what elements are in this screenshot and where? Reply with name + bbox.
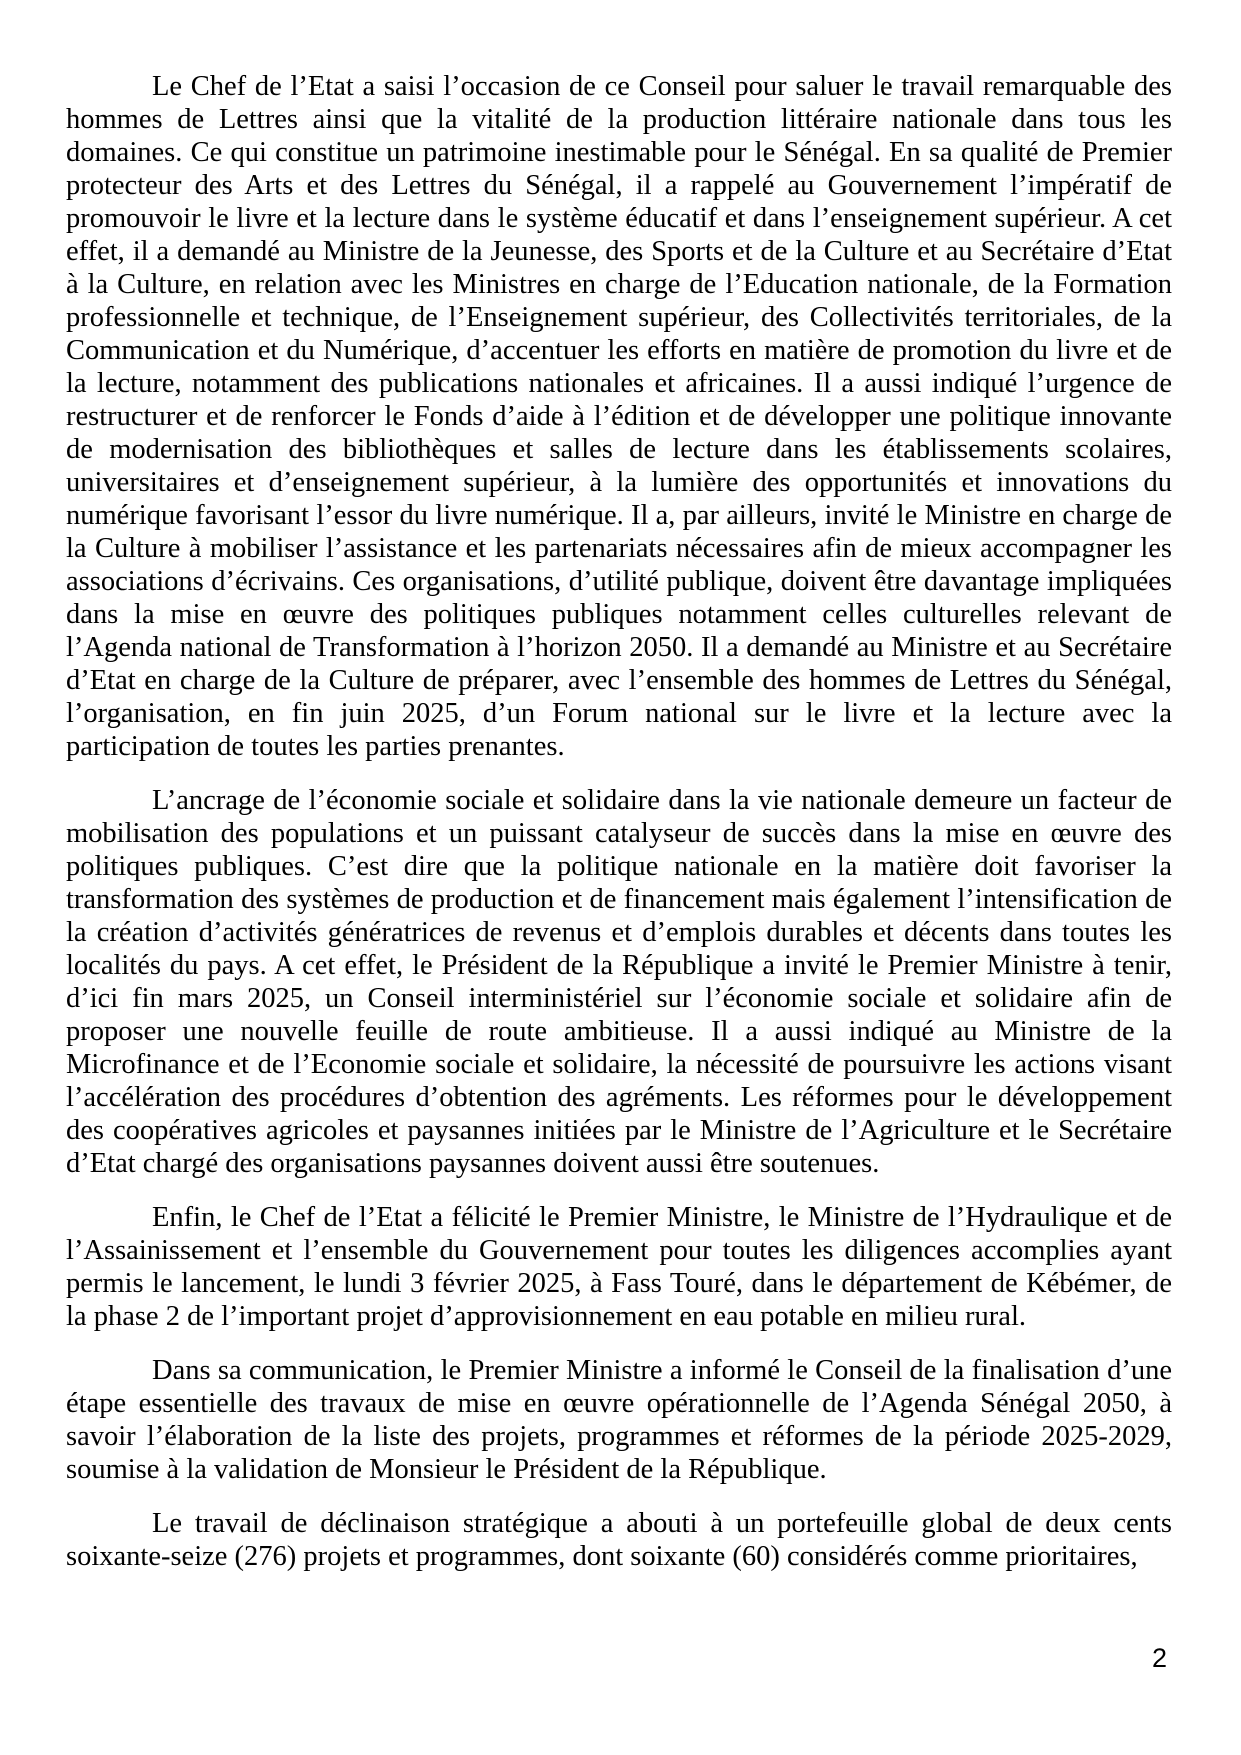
- paragraph-5: Le travail de déclinaison stratégique a abouti à un portefeuille global de deux cents soixante-seize (276) projets et programmes, dont soixante (60) considérés comme prioritaires,: [66, 1508, 1172, 1572]
- document-body: [66, 70, 1172, 1573]
- page-number: 2: [1151, 1643, 1167, 1673]
- paragraph-1: Le Chef de l’Etat a saisi l’occasion de ce Conseil pour saluer le travail remarquable des hommes de Lettres ainsi que la vitalité de la production littéraire nationale dans tous les domaines. Ce qui constitue un patrimoine inestimable pour le Sénégal. En sa qualité de Premier protecteur des Arts et des Lettres du Sénégal, il a rappelé au Gouvernement l’impératif de promouvoir le livre et la lecture dans le système éducatif et dans l’enseignement supérieur. A cet effet, il a demandé au Ministre de la Jeunesse, des Sports et de la Culture et au Secrétaire d’Etat à la Culture, en relation avec les Ministres en charge de l’Education nationale, de la Formation professionnelle et technique, de l’Enseignement supérieur, des Collectivités territoriales, de la Communication et du Numérique, d’accentuer les efforts en matière de promotion du livre et de la lecture, notamment des publications nationales et africaines. Il a aussi indiqué l’urgence de restructurer et de renforcer le Fonds d’aide à l’édition et de développer une politique innovante de modernisation des bibliothèques et salles de lecture dans les établissements scolaires, universitaires et d’enseignement supérieur, à la lumière des opportunités et innovations du numérique favorisant l’essor du livre numérique. Il a, par ailleurs, invité le Ministre en charge de la Culture à mobiliser l’assistance et les partenariats nécessaires afin de mieux accompagner les associations d’écrivains. Ces organisations, d’utilité publique, doivent être davantage impliquées dans la mise en œuvre des politiques publiques notamment celles culturelles relevant de l’Agenda national de Transformation à l’horizon 2050. Il a demandé au Ministre et au Secrétaire d’Etat en charge de la Culture de préparer, avec l’ensemble des hommes de Lettres du Sénégal, l’organisation, en fin juin 2025, d’un Forum national sur le livre et la lecture avec la participation de toutes les parties prenantes.: [66, 71, 1172, 762]
- paragraph-3: Enfin, le Chef de l’Etat a félicité le Premier Ministre, le Ministre de l’Hydraulique et de l’Assainissement et l’ensemble du Gouvernement pour toutes les diligences accomplies ayant permis le lancement, le lundi 3 février 2025, à Fass Touré, dans le département de Kébémer, de la phase 2 de l’important projet d’approvisionnement en eau potable en milieu rural.: [66, 1202, 1172, 1332]
- paragraph-4: Dans sa communication, le Premier Ministre a informé le Conseil de la finalisation d’une étape essentielle des travaux de mise en œuvre opérationnelle de l’Agenda Sénégal 2050, à savoir l’élaboration de la liste des projets, programmes et réformes de la période 2025-2029, soumise à la validation de Monsieur le Président de la République.: [66, 1355, 1172, 1485]
- paragraph-2: L’ancrage de l’économie sociale et solidaire dans la vie nationale demeure un facteur de mobilisation des populations et un puissant catalyseur de succès dans la mise en œuvre des politiques publiques. C’est dire que la politique nationale en la matière doit favoriser la transformation des systèmes de production et de financement mais également l’intensification de la création d’activités génératrices de revenus et d’emplois durables et décents dans toutes les localités du pays. A cet effet, le Président de la République a invité le Premier Ministre à tenir, d’ici fin mars 2025, un Conseil interministériel sur l’économie sociale et solidaire afin de proposer une nouvelle feuille de route ambitieuse. Il a aussi indiqué au Ministre de la Microfinance et de l’Economie sociale et solidaire, la nécessité de poursuivre les actions visant l’accélération des procédures d’obtention des agréments. Les réformes pour le développement des coopératives agricoles et paysannes initiées par le Ministre de l’Agriculture et le Secrétaire d’Etat chargé des organisations paysannes doivent aussi être soutenues.: [66, 785, 1172, 1179]
